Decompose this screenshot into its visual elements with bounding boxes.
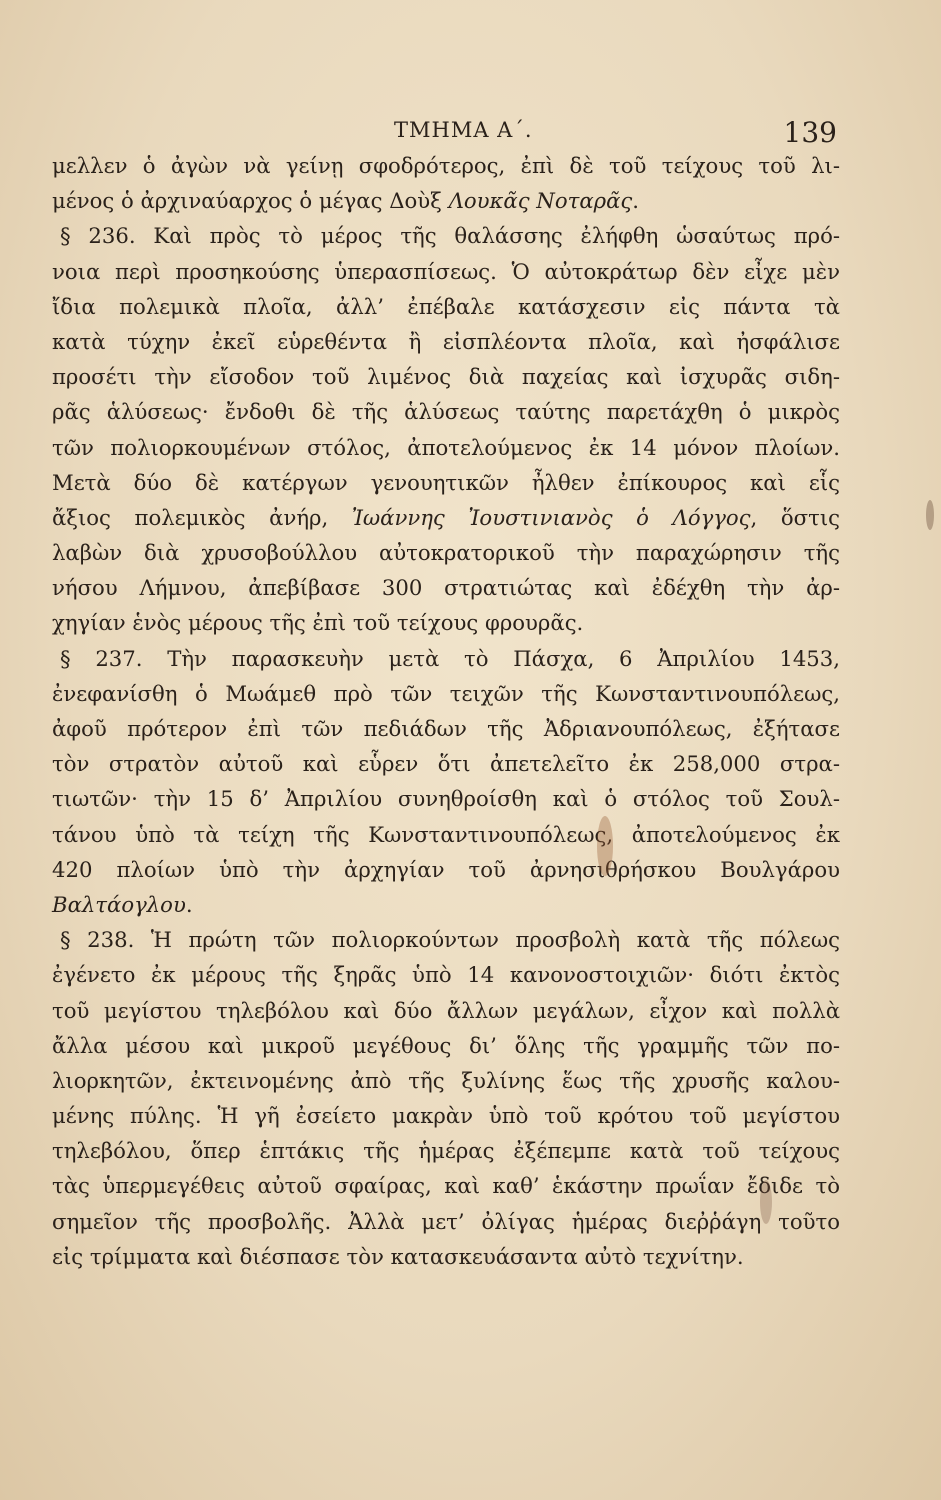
text-line [52,324,840,359]
text-run: ἴδια πολεμικὰ πλοῖα, ἀλλ’ ἐπέβαλε κατάσχεσιν εἰς πάντα τὰ [52,293,840,319]
text-run: § 238. Ἡ πρώτη τῶν πολιορκούντων προσβολὴ κατὰ τῆς πόλεως [60,927,840,953]
text-line [52,359,840,394]
text-line [52,1168,840,1203]
section-title: ΤΜΗΜΑ Α΄. [394,118,533,142]
italic-name: Λουκᾶς Νοταρᾶς [448,188,633,214]
text-run: 420 πλοίων ὑπὸ τὴν ἀρχηγίαν τοῦ ἀρνησιθρήσκου Βουλγάρου [52,856,840,882]
text-run: § 236. Καὶ πρὸς τὸ μέρος τῆς θαλάσσης ἐλήφθη ὡσαύτως πρό- [60,223,840,249]
text-run: τὸν στρατὸν αὐτοῦ καὶ εὗρεν ὅτι ἀπετελεῖτο ἐκ 258,000 στρα- [52,751,840,777]
text-line [52,394,840,429]
text-run: . [632,188,640,214]
text-line [52,993,840,1028]
text-run: σημεῖον τῆς προσβολῆς. Ἀλλὰ μετ’ ὀλίγας ἡμέρας διεῤῥάγη τοῦτο [52,1208,840,1234]
text-line [52,641,840,676]
text-run: ἄξιος πολεμικὸς ἀνήρ, [52,504,352,530]
paper-stain [760,1180,772,1224]
text-run: ρᾶς ἁλύσεως· ἔνδοθι δὲ τῆς ἁλύσεως ταύτης παρετάχθη ὁ μικρὸς [52,399,840,425]
text-line [52,500,840,535]
text-run: μένης πύλης. Ἡ γῆ ἐσείετο μακρὰν ὑπὸ τοῦ κρότου τοῦ μεγίστου [52,1103,840,1129]
paper-stain [926,500,934,530]
text-line [52,465,840,500]
text-run: χηγίαν ἑνὸς μέρους τῆς ἐπὶ τοῦ τείχους φρουρᾶς. [52,610,584,636]
text-line [52,957,840,992]
text-run: εἰς τρίμματα καὶ διέσπασε τὸν κατασκευάσαντα αὐτὸ τεχνίτην. [52,1243,744,1269]
text-line [52,1098,840,1133]
text-run: . [185,891,193,917]
text-line [52,289,840,324]
text-run: τάνου ὑπὸ τὰ τείχη τῆς Κωνσταντινουπόλεως, ἀποτελούμενος ἐκ [52,821,840,847]
text-line [52,676,840,711]
text-run: ἐγένετο ἐκ μέρους τῆς ξηρᾶς ὑπὸ 14 κανονοστοιχιῶν· διότι ἐκτὸς [52,962,840,988]
text-line [52,1204,840,1239]
text-run: μελλεν ὁ ἀγὼν νὰ γείνῃ σφοδρότερος, ἐπὶ δὲ τοῦ τείχους τοῦ λι- [52,153,840,178]
text-run: λιορκητῶν, ἐκτεινομένης ἀπὸ τῆς ξυλίνης ἕως τῆς χρυσῆς καλου- [52,1067,840,1093]
text-line [52,1133,840,1168]
text-line [52,852,840,887]
text-line [52,711,840,746]
text-line [52,148,840,183]
text-run: κατὰ τύχην ἐκεῖ εὑρεθέντα ἢ εἰσπλέοντα πλοῖα, καὶ ἠσφάλισε [52,328,840,354]
paper-stain [597,816,613,876]
text-run: § 237. Τὴν παρασκευὴν μετὰ τὸ Πάσχα, 6 Ἀπριλίου 1453, [60,645,840,671]
text-run: τηλεβόλου, ὅπερ ἑπτάκις τῆς ἡμέρας ἐξέπεμπε κατὰ τοῦ τείχους [52,1138,840,1164]
text-run: τὰς ὑπερμεγέθεις αὐτοῦ σφαίρας, καὶ καθ’ ἑκάστην πρωΐαν ἔδιδε τὸ [52,1173,840,1199]
text-line [52,781,840,816]
text-line [52,746,840,781]
page-number: 139 [783,116,837,149]
text-line [52,535,840,570]
italic-name: Βαλτάογλου [52,891,186,917]
text-run: ἄλλα μέσου καὶ μικροῦ μεγέθους δι’ ὅλης τῆς γραμμῆς τῶν πο- [52,1032,840,1058]
text-line [52,183,840,218]
text-line [52,430,840,465]
text-run: τιωτῶν· τὴν 15 δ’ Ἀπριλίου συνηθροίσθη καὶ ὁ στόλος τοῦ Σουλ- [52,786,840,812]
text-line [52,1063,840,1098]
body-text [52,148,840,1274]
text-line [52,570,840,605]
text-run: νοια περὶ προσηκούσης ὑπερασπίσεως. Ὁ αὐτοκράτωρ δὲν εἶχε μὲν [52,258,840,284]
text-line [52,922,840,957]
text-run: λαβὼν διὰ χρυσοβούλλου αὐτοκρατορικοῦ τὴν παραχώρησιν τῆς [52,540,840,566]
text-line [52,887,840,922]
text-line [52,254,840,289]
text-run: νήσου Λήμνου, ἀπεβίβασε 300 στρατιώτας καὶ ἐδέχθη τὴν ἀρ- [52,575,840,601]
text-line [52,605,840,640]
text-run: τοῦ μεγίστου τηλεβόλου καὶ δύο ἄλλων μεγάλων, εἶχον καὶ πολλὰ [52,997,840,1023]
text-run: μένος ὁ ἀρχιναύαρχος ὁ μέγας Δοὺξ [52,188,449,214]
text-line [52,1239,840,1274]
text-line [52,1028,840,1063]
text-run: Μετὰ δύο δὲ κατέργων γενουητικῶν ἦλθεν ἐπίκουρος καὶ εἷς [52,469,840,495]
text-line [52,817,840,852]
text-run: τῶν πολιορκουμένων στόλος, ἀποτελούμενος ἐκ 14 μόνον πλοίων. [52,434,840,460]
running-header [0,116,941,152]
italic-name: Ἰωάννης Ἰουστινιανὸς ὁ Λόγγος [351,504,751,530]
text-line [52,218,840,253]
text-run: ἀφοῦ πρότερον ἐπὶ τῶν πεδιάδων τῆς Ἀδριανουπόλεως, ἐξήτασε [52,716,840,741]
text-run: προσέτι τὴν εἴσοδον τοῦ λιμένος διὰ παχείας καὶ ἰσχυρᾶς σιδη- [52,364,840,390]
text-run: , ὅστις [750,504,841,530]
text-run: ἐνεφανίσθη ὁ Μωάμεθ πρὸ τῶν τειχῶν τῆς Κωνσταντινουπόλεως, [52,680,840,706]
